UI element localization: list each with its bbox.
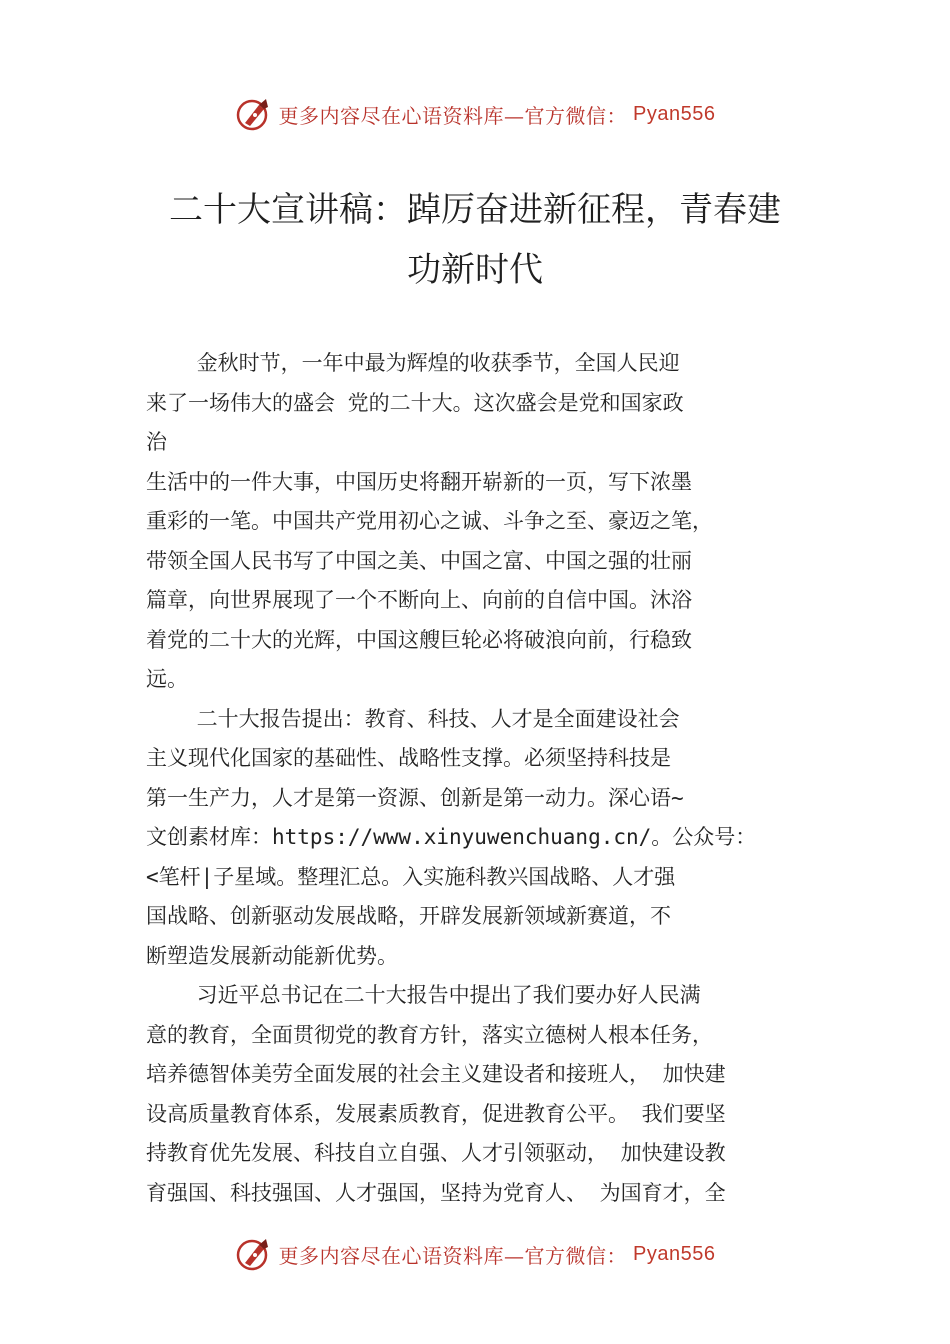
body-line: 金秋时节，一年中最为辉煌的收获季节，全国人民迎 xyxy=(146,351,680,375)
body-line: 习近平总书记在二十大报告中提出了我们要办好人民满 xyxy=(146,983,701,1007)
body-line: 远。 xyxy=(146,667,188,691)
header-banner-text: 更多内容尽在心语资料库—官方微信： xyxy=(278,103,628,128)
body-line: 设高质量教育体系，发展素质教育，促进教育公平。 我们要坚 xyxy=(146,1101,726,1126)
footer-wechat-id: Pyan556 xyxy=(633,1242,716,1265)
body-line: 意的教育，全面贯彻党的教育方针，落实立德树人根本任务， xyxy=(146,1022,713,1047)
body-line: 主义现代化国家的基础性、战略性支撑。必须坚持科技是 xyxy=(146,746,671,770)
header-banner xyxy=(0,92,950,136)
body-line: 国战略、创新驱动发展战略，开辟发展新领域新赛道，不 xyxy=(146,904,671,928)
body-line: 断塑造发展新动能新优势。 xyxy=(146,943,398,968)
body-line: 二十大报告提出：教育、科技、人才是全面建设社会 xyxy=(146,706,680,731)
page-title xyxy=(140,180,810,300)
footer-banner xyxy=(0,1232,950,1276)
body-line: 带领全国人民书写了中国之美、中国之富、中国之强的壮丽 xyxy=(146,548,692,573)
pen-nib-logo-icon xyxy=(235,1235,273,1273)
body-line: 生活中的一件大事，中国历史将翻开崭新的一页，写下浓墨 xyxy=(146,469,692,494)
body-line: 文创素材库：https://www.xinyuwenchuang.cn/。公众号： xyxy=(146,825,757,849)
pen-nib-logo-icon xyxy=(235,95,273,133)
body-line: 持教育优先发展、科技自立自强、人才引领驱动， 加快建设教 xyxy=(146,1141,726,1165)
page-title-line-2: 功新时代 xyxy=(407,250,543,290)
body-line: 治 xyxy=(146,430,167,454)
body-line: 来了一场伟大的盛会 党的二十大。这次盛会是党和国家政 xyxy=(146,390,684,415)
body-line: 篇章，向世界展现了一个不断向上、向前的自信中国。沐浴 xyxy=(146,588,692,612)
body-line: 培养德智体美劳全面发展的社会主义建设者和接班人， 加快建 xyxy=(146,1062,726,1086)
body-line: 重彩的一笔。中国共产党用初心之诚、斗争之至、豪迈之笔， xyxy=(146,509,713,533)
body-line: 着党的二十大的光辉，中国这艘巨轮必将破浪向前，行稳致 xyxy=(146,627,692,652)
body-line: <笔杆|子星域。整理汇总。入实施科教兴国战略、人才强 xyxy=(146,864,676,889)
page-title-line-1: 二十大宣讲稿：踔厉奋进新征程，青春建 xyxy=(169,190,781,230)
footer-banner-text: 更多内容尽在心语资料库—官方微信： xyxy=(278,1243,628,1268)
article-body xyxy=(146,344,820,1213)
body-line: 第一生产力，人才是第一资源、创新是第一动力。深心语~ xyxy=(146,785,684,810)
header-wechat-id: Pyan556 xyxy=(633,102,716,125)
body-line: 育强国、科技强国、人才强国，坚持为党育人、 为国育才，全 xyxy=(146,1180,726,1205)
